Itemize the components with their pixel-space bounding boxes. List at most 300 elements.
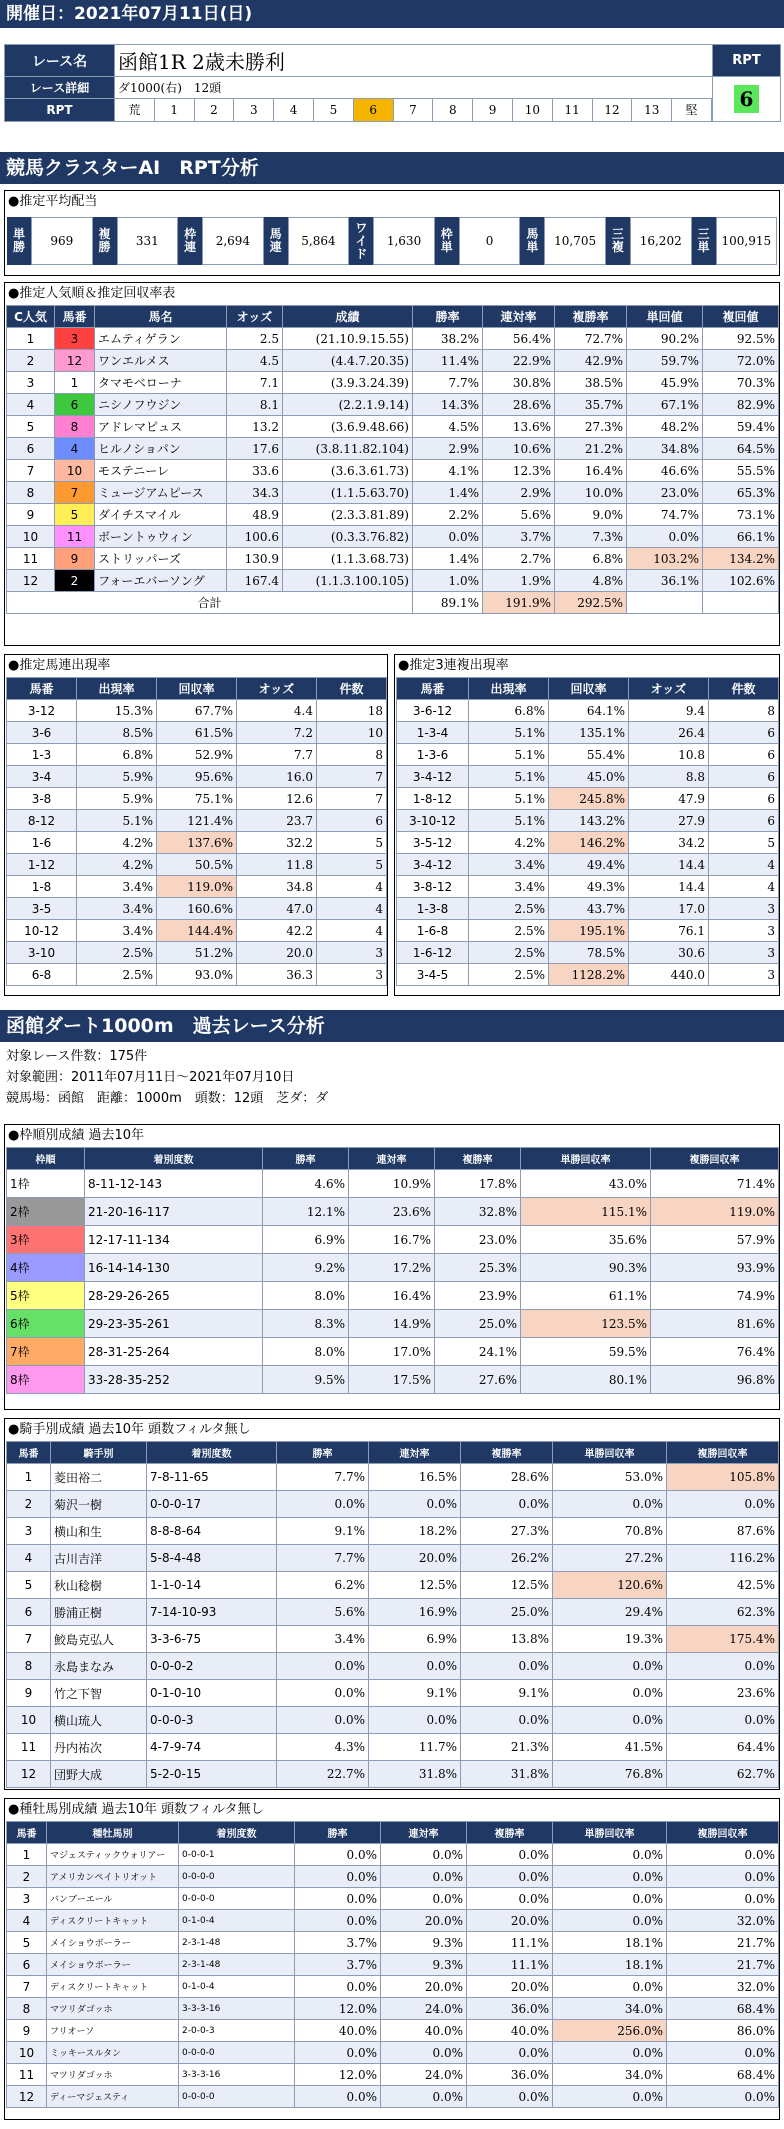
sire-cell: 2: [7, 1866, 47, 1888]
waku-cell: 25.0%: [435, 1310, 521, 1338]
haito-label: 枠単: [435, 217, 459, 265]
umaren-cell: 42.2: [237, 920, 317, 942]
jockey-cell: 4.3%: [277, 1734, 369, 1761]
umaren-cell: 12.6: [237, 788, 317, 810]
rpt-scale-cell: 13: [632, 99, 672, 121]
sire-cell: 1: [7, 1844, 47, 1866]
sanrenpuku-cell: 8.8: [629, 766, 709, 788]
jockey-cell: 鮫島克弘人: [51, 1626, 147, 1653]
waku-cell: 23.6%: [349, 1198, 435, 1226]
sire-cell: 0.0%: [381, 1888, 467, 1910]
popularity-cell: 21.2%: [555, 438, 627, 460]
jockey-section: [4, 1418, 780, 1790]
table-row: [7, 350, 779, 372]
sire-cell: 0-0-0-0: [179, 1866, 295, 1888]
sire-cell: 0.0%: [467, 1844, 553, 1866]
jockey-cell: 2: [7, 1491, 51, 1518]
sire-cell: 0.0%: [381, 2042, 467, 2064]
table-row: [7, 1226, 779, 1254]
sire-cell: 256.0%: [553, 2020, 667, 2042]
jockey-cell: 3-3-6-75: [147, 1626, 277, 1653]
popularity-cell: 11.4%: [413, 350, 483, 372]
sanrenpuku-cell: 5.1%: [469, 810, 549, 832]
waku-cell: 9.5%: [263, 1366, 349, 1394]
popularity-header: 成績: [283, 306, 413, 328]
popularity-cell: (2.2.1.9.14): [283, 394, 413, 416]
table-row: [7, 1198, 779, 1226]
rpt-scale-cell: 堅: [672, 99, 712, 121]
umaren-cell: 16.0: [237, 766, 317, 788]
popularity-cell: (2.3.3.81.89): [283, 504, 413, 526]
waku-cell: 6枠: [7, 1310, 85, 1338]
sanrenpuku-cell: 43.7%: [549, 898, 629, 920]
waku-cell: 8.3%: [263, 1310, 349, 1338]
table-row: [7, 810, 387, 832]
popularity-cell: (1.1.3.100.105): [283, 570, 413, 592]
sire-cell: 0.0%: [553, 1976, 667, 1998]
sire-cell: 3-3-3-16: [179, 2064, 295, 2086]
umaren-header: 馬番: [7, 678, 77, 700]
sire-cell: 0.0%: [553, 1888, 667, 1910]
jockey-cell: 勝浦正樹: [51, 1599, 147, 1626]
waku-cell: 3枠: [7, 1226, 85, 1254]
popularity-cell: 3.7%: [483, 526, 555, 548]
sanrenpuku-cell: 27.9: [629, 810, 709, 832]
popularity-cell: 100.6: [227, 526, 283, 548]
table-row: [7, 416, 779, 438]
table-row: [397, 744, 779, 766]
popularity-cell: 45.9%: [627, 372, 703, 394]
popularity-cell: 9: [55, 548, 95, 570]
jockey-cell: 0.0%: [667, 1707, 779, 1734]
sanrenpuku-cell: 49.4%: [549, 854, 629, 876]
umaren-header: 回収率: [157, 678, 237, 700]
jockey-cell: 5.6%: [277, 1599, 369, 1626]
waku-cell: 4枠: [7, 1254, 85, 1282]
table-row: [7, 1761, 779, 1788]
popularity-cell: 82.9%: [703, 394, 779, 416]
sire-cell: 0-1-0-4: [179, 1976, 295, 1998]
sanrenpuku-cell: 45.0%: [549, 766, 629, 788]
popularity-cell: 2.2%: [413, 504, 483, 526]
sire-cell: 18.1%: [553, 1954, 667, 1976]
popularity-cell: 38.5%: [555, 372, 627, 394]
jockey-header: 勝率: [277, 1442, 369, 1464]
jockey-cell: 21.3%: [461, 1734, 553, 1761]
umaren-cell: 3: [317, 964, 387, 986]
sanrenpuku-cell: 3-4-12: [397, 766, 469, 788]
umaren-cell: 3: [317, 942, 387, 964]
sire-cell: アメリカンペイトリオット: [47, 1866, 179, 1888]
popularity-cell: 1.0%: [413, 570, 483, 592]
umaren-cell: 18: [317, 700, 387, 722]
table-row: [7, 766, 387, 788]
popularity-table: [6, 305, 779, 614]
waku-cell: 14.9%: [349, 1310, 435, 1338]
waku-cell: 8枠: [7, 1366, 85, 1394]
popularity-cell: 17.6: [227, 438, 283, 460]
sanrenpuku-header: 出現率: [469, 678, 549, 700]
popularity-cell: 11: [7, 548, 55, 570]
jockey-cell: 9.1%: [369, 1680, 461, 1707]
jockey-cell: 16.9%: [369, 1599, 461, 1626]
umaren-cell: 8.5%: [77, 722, 157, 744]
jockey-header: 騎手別: [51, 1442, 147, 1464]
jockey-cell: 0.0%: [277, 1707, 369, 1734]
sire-cell: 6: [7, 1954, 47, 1976]
waku-cell: 12-17-11-134: [85, 1226, 263, 1254]
waku-cell: 17.2%: [349, 1254, 435, 1282]
rpt-scale-cell: 2: [195, 99, 235, 121]
popularity-cell: ヒルノショパン: [95, 438, 227, 460]
sanrenpuku-cell: 245.8%: [549, 788, 629, 810]
rpt-scale-cell: 4: [274, 99, 314, 121]
waku-header: 着別度数: [85, 1148, 263, 1170]
popularity-cell: 72.0%: [703, 350, 779, 372]
umaren-cell: 5: [317, 854, 387, 876]
waku-title: ●枠順別成績 過去10年: [8, 1128, 145, 1143]
sanrenpuku-cell: 6: [709, 788, 779, 810]
popularity-cell: (4.4.7.20.35): [283, 350, 413, 372]
popularity-cell: 72.7%: [555, 328, 627, 350]
popularity-cell: タマモベローナ: [95, 372, 227, 394]
jockey-cell: 10: [7, 1707, 51, 1734]
sanrenpuku-cell: 1128.2%: [549, 964, 629, 986]
popularity-cell: 7.3%: [555, 526, 627, 548]
umaren-cell: 75.1%: [157, 788, 237, 810]
umaren-cell: 1-3: [7, 744, 77, 766]
sanrenpuku-cell: 6: [709, 744, 779, 766]
waku-cell: 16.7%: [349, 1226, 435, 1254]
jockey-cell: 27.2%: [553, 1545, 667, 1572]
umaren-cell: 6.8%: [77, 744, 157, 766]
table-row: [7, 964, 387, 986]
rpt-scale-cell: 5: [314, 99, 354, 121]
popularity-cell: ストリッパーズ: [95, 548, 227, 570]
table-row: [7, 460, 779, 482]
total-value: 191.9%: [483, 592, 555, 614]
sanrenpuku-cell: 55.4%: [549, 744, 629, 766]
sanrenpuku-cell: 3-10-12: [397, 810, 469, 832]
waku-cell: 35.6%: [521, 1226, 651, 1254]
popularity-cell: 7.7%: [413, 372, 483, 394]
umaren-cell: 61.5%: [157, 722, 237, 744]
rpt-scale-cell: 7: [394, 99, 434, 121]
waku-cell: 24.1%: [435, 1338, 521, 1366]
jockey-cell: 62.7%: [667, 1761, 779, 1788]
sire-cell: 0.0%: [381, 1844, 467, 1866]
total-label: 合計: [7, 592, 413, 614]
umaren-cell: 95.6%: [157, 766, 237, 788]
sire-cell: 20.0%: [381, 1910, 467, 1932]
table-row: [7, 570, 779, 592]
sanrenpuku-cell: 4: [709, 876, 779, 898]
jockey-cell: 3.4%: [277, 1626, 369, 1653]
popularity-cell: (1.1.3.68.73): [283, 548, 413, 570]
popularity-header: 単回値: [627, 306, 703, 328]
popularity-cell: 13.2: [227, 416, 283, 438]
sanrenpuku-cell: 5: [709, 832, 779, 854]
waku-cell: 8.0%: [263, 1282, 349, 1310]
table-row: [7, 744, 387, 766]
popularity-cell: 0.0%: [627, 526, 703, 548]
sire-cell: 0-0-0-0: [179, 2086, 295, 2108]
sire-cell: 11.1%: [467, 1954, 553, 1976]
popularity-cell: 12: [7, 570, 55, 592]
waku-cell: 71.4%: [651, 1170, 779, 1198]
popularity-cell: 1.4%: [413, 548, 483, 570]
popularity-header-row: [7, 306, 779, 328]
sire-cell: ディーマジェスティ: [47, 2086, 179, 2108]
jockey-cell: 0.0%: [553, 1707, 667, 1734]
popularity-cell: 27.3%: [555, 416, 627, 438]
popularity-cell: 7.1: [227, 372, 283, 394]
jockey-cell: 0.0%: [553, 1491, 667, 1518]
waku-cell: 8-11-12-143: [85, 1170, 263, 1198]
jockey-cell: 7-14-10-93: [147, 1599, 277, 1626]
popularity-header: 複勝率: [555, 306, 627, 328]
popularity-cell: 10.0%: [555, 482, 627, 504]
popularity-cell: 8.1: [227, 394, 283, 416]
sire-header: 単勝回収率: [553, 1822, 667, 1844]
popularity-header: 勝率: [413, 306, 483, 328]
table-row: [7, 1491, 779, 1518]
sire-header: 複勝率: [467, 1822, 553, 1844]
jockey-cell: 31.8%: [369, 1761, 461, 1788]
umaren-header: 出現率: [77, 678, 157, 700]
table-row: [7, 394, 779, 416]
popularity-cell: (1.1.5.63.70): [283, 482, 413, 504]
jockey-cell: 0.0%: [461, 1653, 553, 1680]
umaren-cell: 7.7: [237, 744, 317, 766]
umaren-cell: 4.2%: [77, 832, 157, 854]
jockey-cell: 62.3%: [667, 1599, 779, 1626]
table-row: [7, 548, 779, 570]
jockey-cell: 6.2%: [277, 1572, 369, 1599]
jockey-cell: 0.0%: [667, 1653, 779, 1680]
popularity-cell: 73.1%: [703, 504, 779, 526]
popularity-cell: 64.5%: [703, 438, 779, 460]
jockey-cell: 11: [7, 1734, 51, 1761]
table-row: [7, 1998, 779, 2020]
jockey-cell: 18.2%: [369, 1518, 461, 1545]
table-row: [7, 722, 387, 744]
popularity-cell: 70.3%: [703, 372, 779, 394]
table-row: [7, 482, 779, 504]
waku-cell: 9.2%: [263, 1254, 349, 1282]
jockey-cell: 120.6%: [553, 1572, 667, 1599]
waku-header: 勝率: [263, 1148, 349, 1170]
umaren-cell: 4.4: [237, 700, 317, 722]
umaren-cell: 23.7: [237, 810, 317, 832]
popularity-cell: 48.9: [227, 504, 283, 526]
popularity-cell: 10: [7, 526, 55, 548]
sire-cell: 20.0%: [467, 1976, 553, 1998]
sire-cell: 9.3%: [381, 1954, 467, 1976]
popularity-cell: 12: [55, 350, 95, 372]
popularity-cell: 2.9%: [483, 482, 555, 504]
course-range: 対象範囲：2011年07月11日～2021年07月10日: [6, 1070, 295, 1085]
sire-cell: 12.0%: [295, 2064, 381, 2086]
table-row: [7, 1707, 779, 1734]
umaren-cell: 7.2: [237, 722, 317, 744]
popularity-cell: フォーエバーソング: [95, 570, 227, 592]
jockey-cell: 4-7-9-74: [147, 1734, 277, 1761]
sire-cell: 0.0%: [667, 1866, 779, 1888]
sire-cell: 36.0%: [467, 2064, 553, 2086]
umaren-title: ●推定馬連出現率: [8, 658, 111, 673]
table-row: [7, 1680, 779, 1707]
umaren-cell: 6-8: [7, 964, 77, 986]
table-row: [7, 1545, 779, 1572]
popularity-cell: 34.3: [227, 482, 283, 504]
table-row: [397, 898, 779, 920]
waku-cell: 16-14-14-130: [85, 1254, 263, 1282]
race-name: 函館1R 2歳未勝利: [115, 45, 713, 77]
sanrenpuku-cell: 146.2%: [549, 832, 629, 854]
jockey-table: [6, 1441, 779, 1788]
sanrenpuku-cell: 2.5%: [469, 898, 549, 920]
jockey-cell: 7-8-11-65: [147, 1464, 277, 1491]
sanrenpuku-header: 回収率: [549, 678, 629, 700]
jockey-cell: 0.0%: [461, 1707, 553, 1734]
sanrenpuku-cell: 4: [709, 854, 779, 876]
total-value: 292.5%: [555, 592, 627, 614]
jockey-cell: 菱田裕二: [51, 1464, 147, 1491]
waku-cell: 28-31-25-264: [85, 1338, 263, 1366]
popularity-cell: ニシノフウジン: [95, 394, 227, 416]
table-row: [7, 1170, 779, 1198]
table-row: [7, 2042, 779, 2064]
umaren-cell: 32.2: [237, 832, 317, 854]
sanrenpuku-cell: 6: [709, 766, 779, 788]
sire-cell: 12: [7, 2086, 47, 2108]
popularity-header: 馬番: [55, 306, 95, 328]
jockey-cell: 9.1%: [461, 1680, 553, 1707]
jockey-header: 複勝率: [461, 1442, 553, 1464]
sire-cell: 68.4%: [667, 1998, 779, 2020]
umaren-cell: 10: [317, 722, 387, 744]
sanrenpuku-cell: 195.1%: [549, 920, 629, 942]
rpt-scale: [115, 99, 712, 121]
jockey-cell: 0.0%: [277, 1491, 369, 1518]
waku-cell: 119.0%: [651, 1198, 779, 1226]
jockey-header: 着別度数: [147, 1442, 277, 1464]
sire-cell: 0-1-0-4: [179, 1910, 295, 1932]
umaren-cell: 5: [317, 832, 387, 854]
umaren-cell: 4: [317, 920, 387, 942]
umaren-cell: 3-8: [7, 788, 77, 810]
sire-cell: フリオーソ: [47, 2020, 179, 2042]
rpt-label: RPT: [5, 99, 115, 122]
sire-cell: 68.4%: [667, 2064, 779, 2086]
waku-cell: 90.3%: [521, 1254, 651, 1282]
waku-cell: 76.4%: [651, 1338, 779, 1366]
course-info: [6, 1046, 328, 1109]
popularity-section: [4, 282, 780, 646]
haito-value: 5,864: [288, 217, 350, 265]
sire-cell: マツリダゴッホ: [47, 1998, 179, 2020]
jockey-cell: 25.0%: [461, 1599, 553, 1626]
popularity-cell: 0.0%: [413, 526, 483, 548]
jockey-header: 複勝回収率: [667, 1442, 779, 1464]
jockey-cell: 5-2-0-15: [147, 1761, 277, 1788]
jockey-cell: 1-1-0-14: [147, 1572, 277, 1599]
popularity-cell: (3.8.11.82.104): [283, 438, 413, 460]
popularity-cell: 42.9%: [555, 350, 627, 372]
sire-cell: 20.0%: [467, 1910, 553, 1932]
waku-cell: 80.1%: [521, 1366, 651, 1394]
popularity-cell: 4.5%: [413, 416, 483, 438]
umaren-cell: 36.3: [237, 964, 317, 986]
sire-cell: 8: [7, 1998, 47, 2020]
umaren-cell: 93.0%: [157, 964, 237, 986]
sanrenpuku-cell: 3-5-12: [397, 832, 469, 854]
haito-row: [7, 217, 777, 265]
popularity-cell: 22.9%: [483, 350, 555, 372]
popularity-cell: 46.6%: [627, 460, 703, 482]
ai-banner: 競馬クラスターAI RPT分析: [0, 152, 784, 184]
table-row: [7, 1888, 779, 1910]
table-row: [7, 1254, 779, 1282]
sanrenpuku-cell: 3-8-12: [397, 876, 469, 898]
popularity-header: C人気: [7, 306, 55, 328]
waku-cell: 1枠: [7, 1170, 85, 1198]
table-row: [7, 1653, 779, 1680]
popularity-cell: 10: [55, 460, 95, 482]
jockey-cell: 7.7%: [277, 1464, 369, 1491]
table-row: [397, 722, 779, 744]
race-name-label: レース名: [5, 45, 115, 77]
jockey-cell: 76.8%: [553, 1761, 667, 1788]
popularity-cell: 6: [55, 394, 95, 416]
sire-cell: 3: [7, 1888, 47, 1910]
sanrenpuku-cell: 3.4%: [469, 854, 549, 876]
jockey-title: ●騎手別成績 過去10年 頭数フィルタ無し: [8, 1422, 251, 1437]
umaren-cell: 5.1%: [77, 810, 157, 832]
haito-label: 三複: [606, 217, 630, 265]
waku-header: 枠順: [7, 1148, 85, 1170]
popularity-cell: (21.10.9.15.55): [283, 328, 413, 350]
popularity-cell: 7: [55, 482, 95, 504]
sire-cell: 5: [7, 1932, 47, 1954]
popularity-cell: 167.4: [227, 570, 283, 592]
popularity-cell: (3.9.3.24.39): [283, 372, 413, 394]
umaren-cell: 3-12: [7, 700, 77, 722]
jockey-cell: 19.3%: [553, 1626, 667, 1653]
table-row: [7, 1844, 779, 1866]
total-empty: [627, 592, 703, 614]
sanrenpuku-cell: 17.0: [629, 898, 709, 920]
waku-cell: 29-23-35-261: [85, 1310, 263, 1338]
popularity-cell: 1: [7, 328, 55, 350]
umaren-cell: 11.8: [237, 854, 317, 876]
haito-label: 三単: [692, 217, 716, 265]
table-row: [397, 788, 779, 810]
popularity-cell: 36.1%: [627, 570, 703, 592]
jockey-cell: 1: [7, 1464, 51, 1491]
popularity-cell: 48.2%: [627, 416, 703, 438]
popularity-header: オッズ: [227, 306, 283, 328]
sire-cell: 9: [7, 2020, 47, 2042]
jockey-header: 馬番: [7, 1442, 51, 1464]
popularity-cell: エムティゲラン: [95, 328, 227, 350]
umaren-header: 件数: [317, 678, 387, 700]
sanrenpuku-cell: 47.9: [629, 788, 709, 810]
jockey-cell: 0-0-0-3: [147, 1707, 277, 1734]
haito-value: 100,915: [716, 217, 778, 265]
umaren-cell: 15.3%: [77, 700, 157, 722]
